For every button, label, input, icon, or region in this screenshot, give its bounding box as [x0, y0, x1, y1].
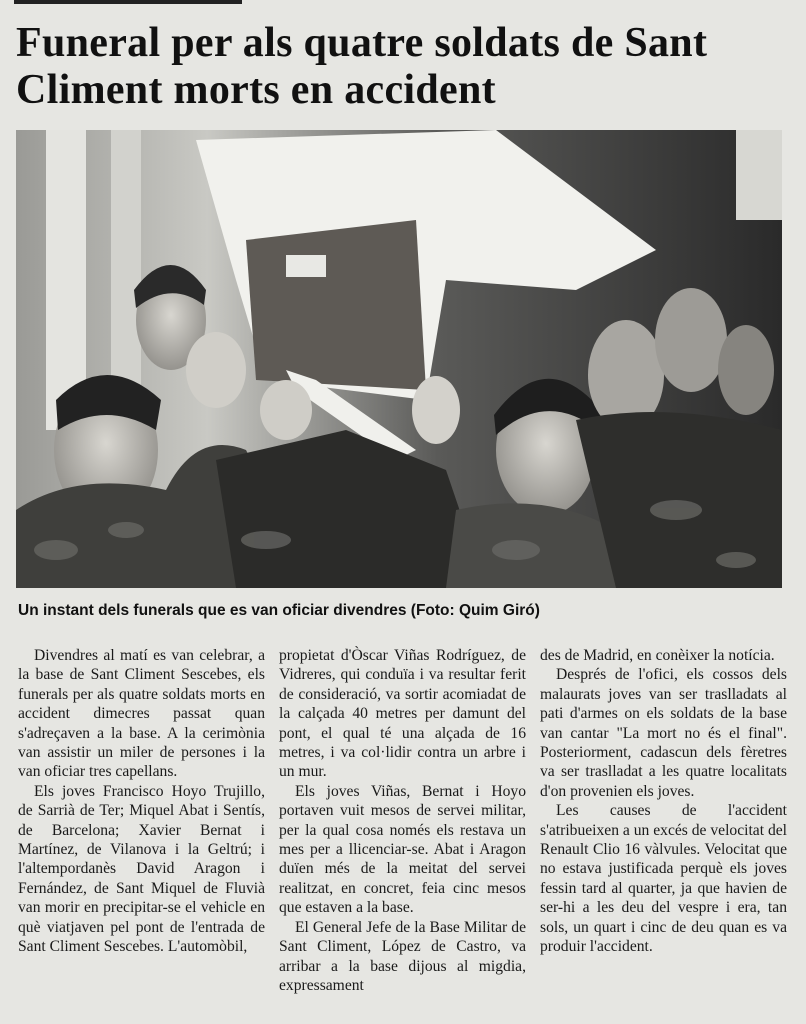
paragraph: Els joves Viñas, Bernat i Hoyo portaven vuit mesos de servei militar, per la qual cosa només els restava un mes per a llicenciar-se. Abat i Aragon duïen més de la meitat del servei realitzat, en concret, feia cinc mesos que estaven a la base.: [279, 782, 526, 917]
paragraph: El General Jefe de la Base Militar de Sant Climent, López de Castro, va arribar a la base dijous al migdia, expressament: [279, 918, 526, 994]
photo-funeral-icon: [16, 130, 782, 588]
paragraph: Després de l'ofici, els cossos dels malaurats joves van ser traslladats al pati d'armes on els soldats de la base van cantar "La mort no és el final". Posteriorment, cadascun dels fèretres va ser traslladat a les quatre localitats d'on provenien els joves.: [540, 666, 787, 800]
paragraph: Els joves Francisco Hoyo Trujillo, de Sarrià de Ter; Miquel Abat i Sentís, de Barcelona; Xavier Bernat i Martínez, de Vilanova i la Geltrú; i l'altempordanès David Aragon i Fernández, de Sant Miquel de Fluvià van morir en precipitar-se el vehicle en què viatjaven pel pont de l'entrada de Sant Climent Sescebes. L'automòbil,: [18, 782, 265, 956]
news-photo: [16, 130, 782, 588]
paragraph: Divendres al matí es van celebrar, a la base de Sant Climent Sescebes, els funerals per als quatre soldats morts en accident dimecres passat quan s'adreçaven a la base. A la cerimònia van assistir un miler de persones i la van oficiar tres capellans.: [18, 647, 265, 781]
paragraph: propietat d'Òscar Viñas Rodríguez, de Vidreres, qui conduïa i va resultar ferit de consideració, va sortir acomiadat de la calçada 40 metres per damunt del pont, el qual té una alçada de 16 metres, i va col·lidir contra un arbre i un mur.: [279, 647, 526, 781]
article-column-2: [279, 646, 526, 1016]
top-rule: [14, 0, 242, 4]
paragraph: des de Madrid, en conèixer la notícia.: [540, 647, 775, 664]
article-column-1: [18, 646, 265, 1016]
headline: Funeral per als quatre soldats de Sant Climent morts en accident: [16, 20, 708, 113]
photo-caption: Un instant dels funerals que es van oficiar divendres (Foto: Quim Giró): [18, 602, 540, 619]
article-body: [18, 646, 788, 1016]
paragraph: Les causes de l'accident s'atribueixen a un excés de velocitat del Renault Clio 16 vàlvules. Velocitat que no estava justificada perquè els joves fessin tard al quarter, ja que havien de ser-hi a les deu del vespre i era, tan sols, un quart i cinc de deu quan es va produir l'accident.: [540, 802, 787, 956]
article-column-3: [540, 646, 787, 1016]
